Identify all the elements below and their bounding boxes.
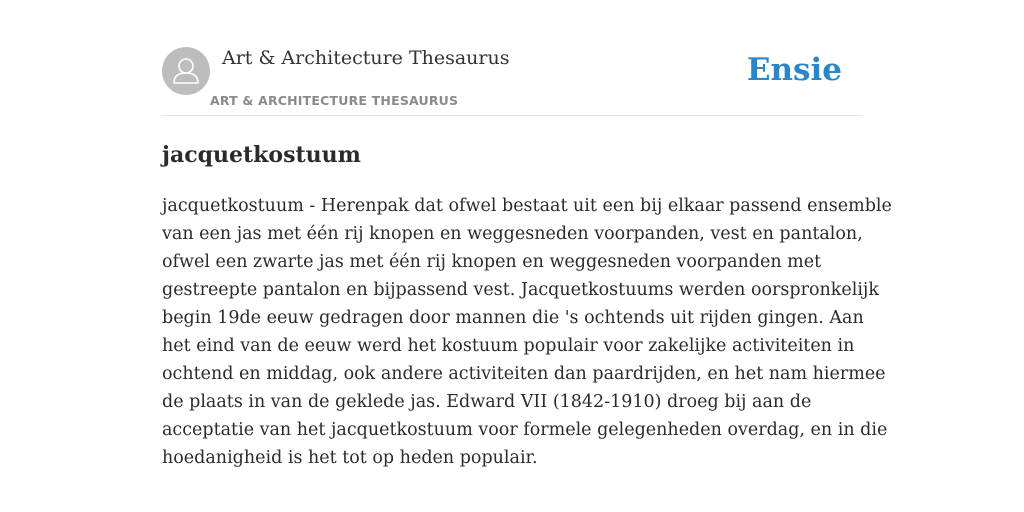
definition-line: begin 19de eeuw gedragen door mannen die 's ochtends uit rijden gingen. Aan — [162, 308, 864, 328]
source-title[interactable]: Art & Architecture Thesaurus — [222, 47, 510, 69]
definition-line: acceptatie van het jacquetkostuum voor formele gelegenheden overdag, en in die — [162, 420, 888, 440]
definition-line: hoedanigheid is het tot op heden populair. — [162, 448, 538, 468]
header-divider — [162, 115, 862, 116]
page-title: jacquetkostuum — [162, 142, 361, 168]
definition-line: ochtend en middag, ook andere activiteiten dan paardrijden, en het nam hiermee — [162, 364, 886, 384]
source-subtitle: ART & ARCHITECTURE THESAURUS — [210, 93, 459, 108]
definition-line: het eind van de eeuw werd het kostuum populair voor zakelijke activiteiten in — [162, 336, 855, 356]
definition-line: van een jas met één rij knopen en weggesneden voorpanden, vest en pantalon, — [162, 224, 863, 244]
definition-line: jacquetkostuum - Herenpak dat ofwel bestaat uit een bij elkaar passend ensemble — [162, 196, 892, 216]
definition-line: ofwel een zwarte jas met één rij knopen en weggesneden voorpanden met — [162, 252, 822, 272]
brand-logo[interactable]: Ensie — [746, 52, 842, 88]
definition-line: gestreepte pantalon en bijpassend vest. Jacquetkostuums werden oorspronkelijk — [162, 280, 879, 300]
definition-line: de plaats in van de geklede jas. Edward VII (1842-1910) droeg bij aan de — [162, 392, 812, 412]
avatar[interactable] — [162, 47, 210, 95]
user-avatar-icon — [162, 47, 210, 95]
definition-text — [162, 192, 892, 472]
